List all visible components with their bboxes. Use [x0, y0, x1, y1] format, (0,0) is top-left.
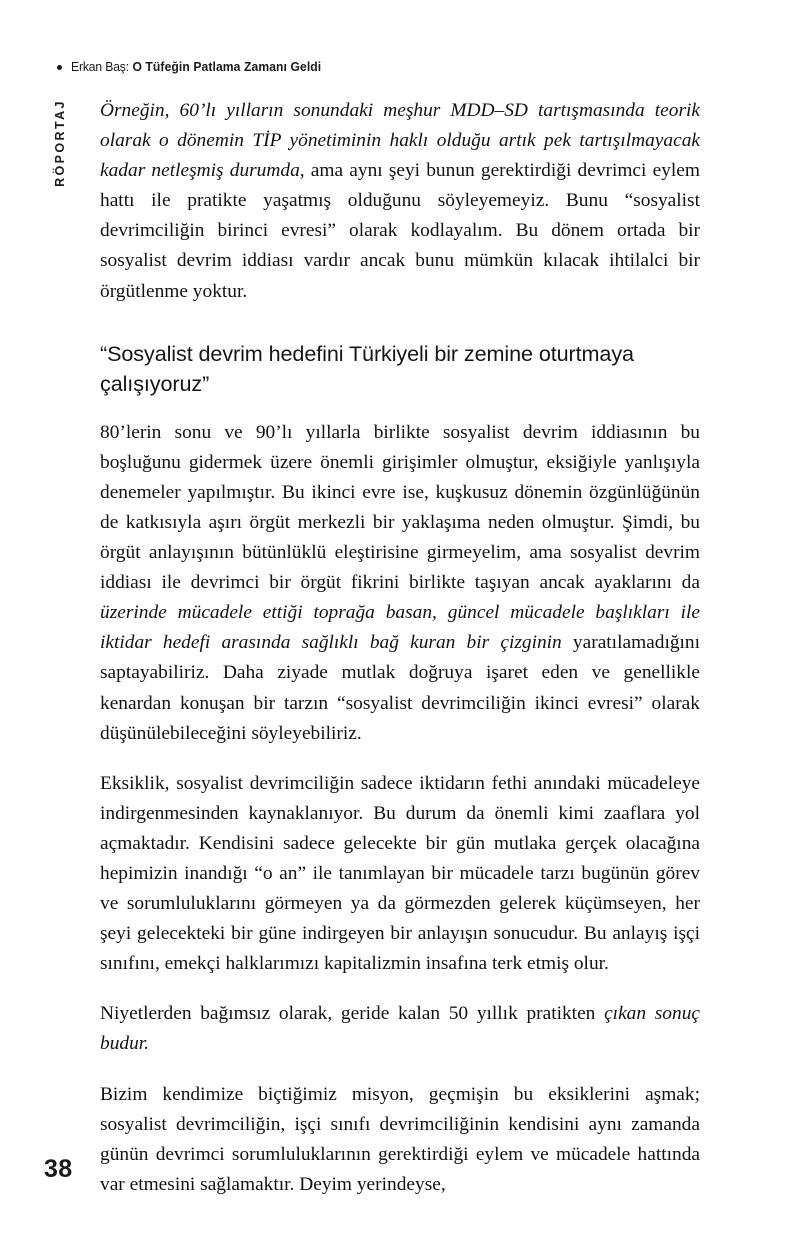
paragraph-2-roman-run-1: 80’lerin sonu ve 90’lı yıllarla birlikte sosyalist devrim iddiasının bu boşluğunu gidermek üzere önemli girişimler olmuştur, eksiğiyle yanlışıyla denemeler yapılmıştır. Bu ikinci evre ise, kuşkusuz dönemin özgünlüğünün de katkısıyla aşırı örgüt merkezli bir yaklaşıma neden olmuştur. Şimdi, bu örgüt anlayışının bütünlüklü eleştirisine girmeyelim, ama sosyalist devrim iddiası ile devrimci bir örgüt fikrini birlikte taşıyan ancak ayaklarını da	[100, 421, 700, 594]
running-header	[57, 59, 343, 74]
paragraph-1-italic-run: Örneğin, 60’lı yılların sonundaki meşhur MDD–SD tartışmasında teorik olarak o dönemin TİP yönetiminin haklı olduğu artık pek tartışılmayacak kadar netleşmiş durumda	[100, 100, 700, 182]
paragraph-2	[100, 418, 700, 749]
paragraph-4-roman-run: Niyetlerden bağımsız olarak, geride kalan 50 yıllık pratikten	[100, 1003, 605, 1025]
paragraph-4	[100, 999, 700, 1059]
paragraph-2-italic-run: üzerinde mücadele ettiği toprağa basan, güncel mücadele başlıkları ile iktidar hedefi arasında sağlıklı bağ kuran bir çizginin	[100, 602, 700, 654]
running-header-person: Erkan Baş:	[71, 59, 129, 74]
running-header-title	[129, 59, 321, 74]
paragraph-1	[100, 96, 700, 307]
paragraph-3	[100, 769, 700, 980]
paragraph-4-italic-run: çıkan sonuç budur.	[100, 1003, 701, 1055]
paragraph-5	[100, 1080, 700, 1200]
running-header-title-text: O Tüfeğin Patlama Zamanı Geldi	[132, 59, 322, 74]
text-column	[100, 96, 700, 1200]
running-header-text	[71, 59, 321, 74]
section-heading: “Sosyalist devrim hedefini Türkiyeli bir zemine oturtmaya çalışıyoruz”	[100, 340, 634, 396]
paragraph-3-roman-run: Eksiklik, sosyalist devrimciliğin sadece iktidarın fethi anındaki mücadeleye indirgenmesinden kaynaklanıyor. Bu durum da önemli kimi zaaflara yol açmaktadır. Kendisini sadece gelecekte bir gün mutlaka gerçek olacağına hepimizin inandığı “o an” ile tanımlayan bir mücadele tarzı bugünün görev ve sorumluluklarını görmeyen ya da görmezden gelerek küçümseyen, her şeyi gelecekteki bir güne indirgeyen bir anlayışın sonucudur. Bu anlayış işçi sınıfını, emekçi halklarımızı kapitalizmin insafına terk etmiş olur.	[100, 772, 700, 975]
section-tab	[48, 88, 72, 198]
section-tab-label: RÖPORTAJ	[53, 99, 67, 187]
bullet-icon	[57, 65, 62, 70]
page-number: 38	[44, 1155, 73, 1183]
paragraph-5-roman-run: Bizim kendimize biçtiğimiz misyon, geçmişin bu eksiklerini aşmak; sosyalist devrimciliğin, işçi sınıfı devrimciliğinin kendisini aynı zamanda günün devrimci sorumluluklarının gerektirdiği eylem ve mücadele hattında var etmesini sağlamaktır. Deyim yerindeyse,	[100, 1083, 700, 1195]
paragraph-1-roman-run: , ama aynı şeyi bunun gerektirdiği devrimci eylem hattı ile pratikte yaşatmış olduğunu söyleyemeyiz. Bunu “sosyalist devrimciliğin birinci evresi” olarak kodlayalım. Bu dönem ortada bir sosyalist devrim iddiası vardır ancak bunu mümkün kılacak ihtilalci bir örgütlenme yoktur.	[100, 160, 700, 302]
paragraph-2-roman-run-2: yaratılamadığını saptayabiliriz. Daha ziyade mutlak doğruya işaret eden ve genellikle kenardan konuşan bir tarzın “sosyalist devrimciliğin ikinci evresi” olarak düşünülebileceğini söyleyebiliriz.	[100, 632, 701, 744]
